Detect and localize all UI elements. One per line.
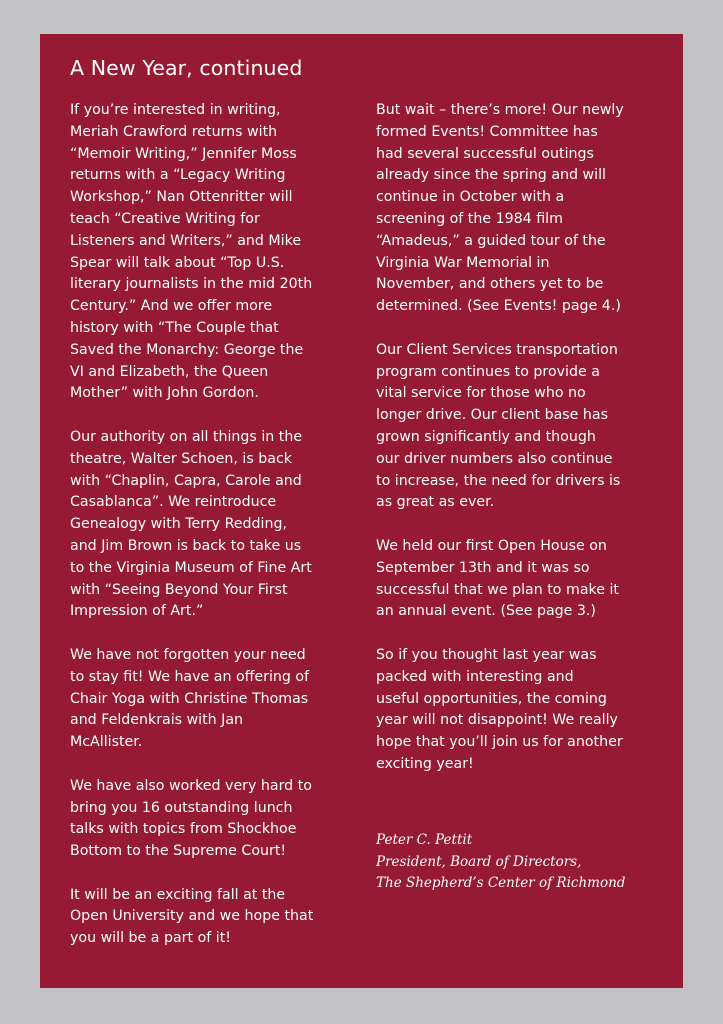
left-column	[70, 100, 370, 972]
paragraph: We have also worked very hard to bring you 16 outstanding lunch talks with topics from Shockhoe Bottom to the Supreme Court!	[70, 777, 312, 860]
paragraph: So if you thought last year was packed with interesting and useful opportunities, the coming year will not disappoint! We really hope that you’ll join us for another exciting year!	[376, 646, 623, 772]
signature: Peter C. Pettit President, Board of Directors, The Shepherd’s Center of Richmond	[376, 832, 626, 891]
right-column	[376, 100, 676, 798]
paragraph: Our Client Services transportation program continues to provide a vital service for those who no longer drive. Our client base has grown significantly and though our driver numbers also continue to increase, the need for drivers is as great as ever.	[376, 341, 621, 511]
paragraph: Our authority on all things in the theatre, Walter Schoen, is back with “Chaplin, Capra, Carole and Casablanca”. We reintroduce Genealogy with Terry Redding, and Jim Brown is back to take us to the Virginia Museum of Fine Art with “Seeing Beyond Your First Impression of Art.”	[70, 428, 312, 620]
paragraph: But wait – there’s more! Our newly formed Events! Committee has had several successful outings already since the spring and will continue in October with a screening of the 1984 film “Amadeus,” a guided tour of the Virginia War Memorial in November, and others yet to be determined. (See Events! page 4.)	[376, 102, 624, 315]
paragraph: It will be an exciting fall at the Open University and we hope that you will be a part of it!	[70, 886, 314, 947]
paragraph: If you’re interested in writing, Meriah Crawford returns with “Memoir Writing,” Jennifer Moss returns with a “Legacy Writing Workshop,” Nan Ottenritter will teach “Creative Writing for Listeners and Writers,” and Mike Spear will talk about “Top U.S. literary journalists in the mid 20th Century.” And we offer more history with “The Couple that Saved the Monarchy: George the VI and Elizabeth, the Queen Mother” with John Gordon.	[70, 102, 313, 402]
paragraph: We held our first Open House on September 13th and it was so successful that we plan to make it an annual event. (See page 3.)	[376, 537, 619, 620]
article-title: A New Year, continued	[70, 56, 303, 80]
paragraph: We have not forgotten your need to stay fit! We have an offering of Chair Yoga with Christine Thomas and Feldenkrais with Jan McAllister.	[70, 646, 310, 751]
article-panel	[40, 34, 683, 988]
